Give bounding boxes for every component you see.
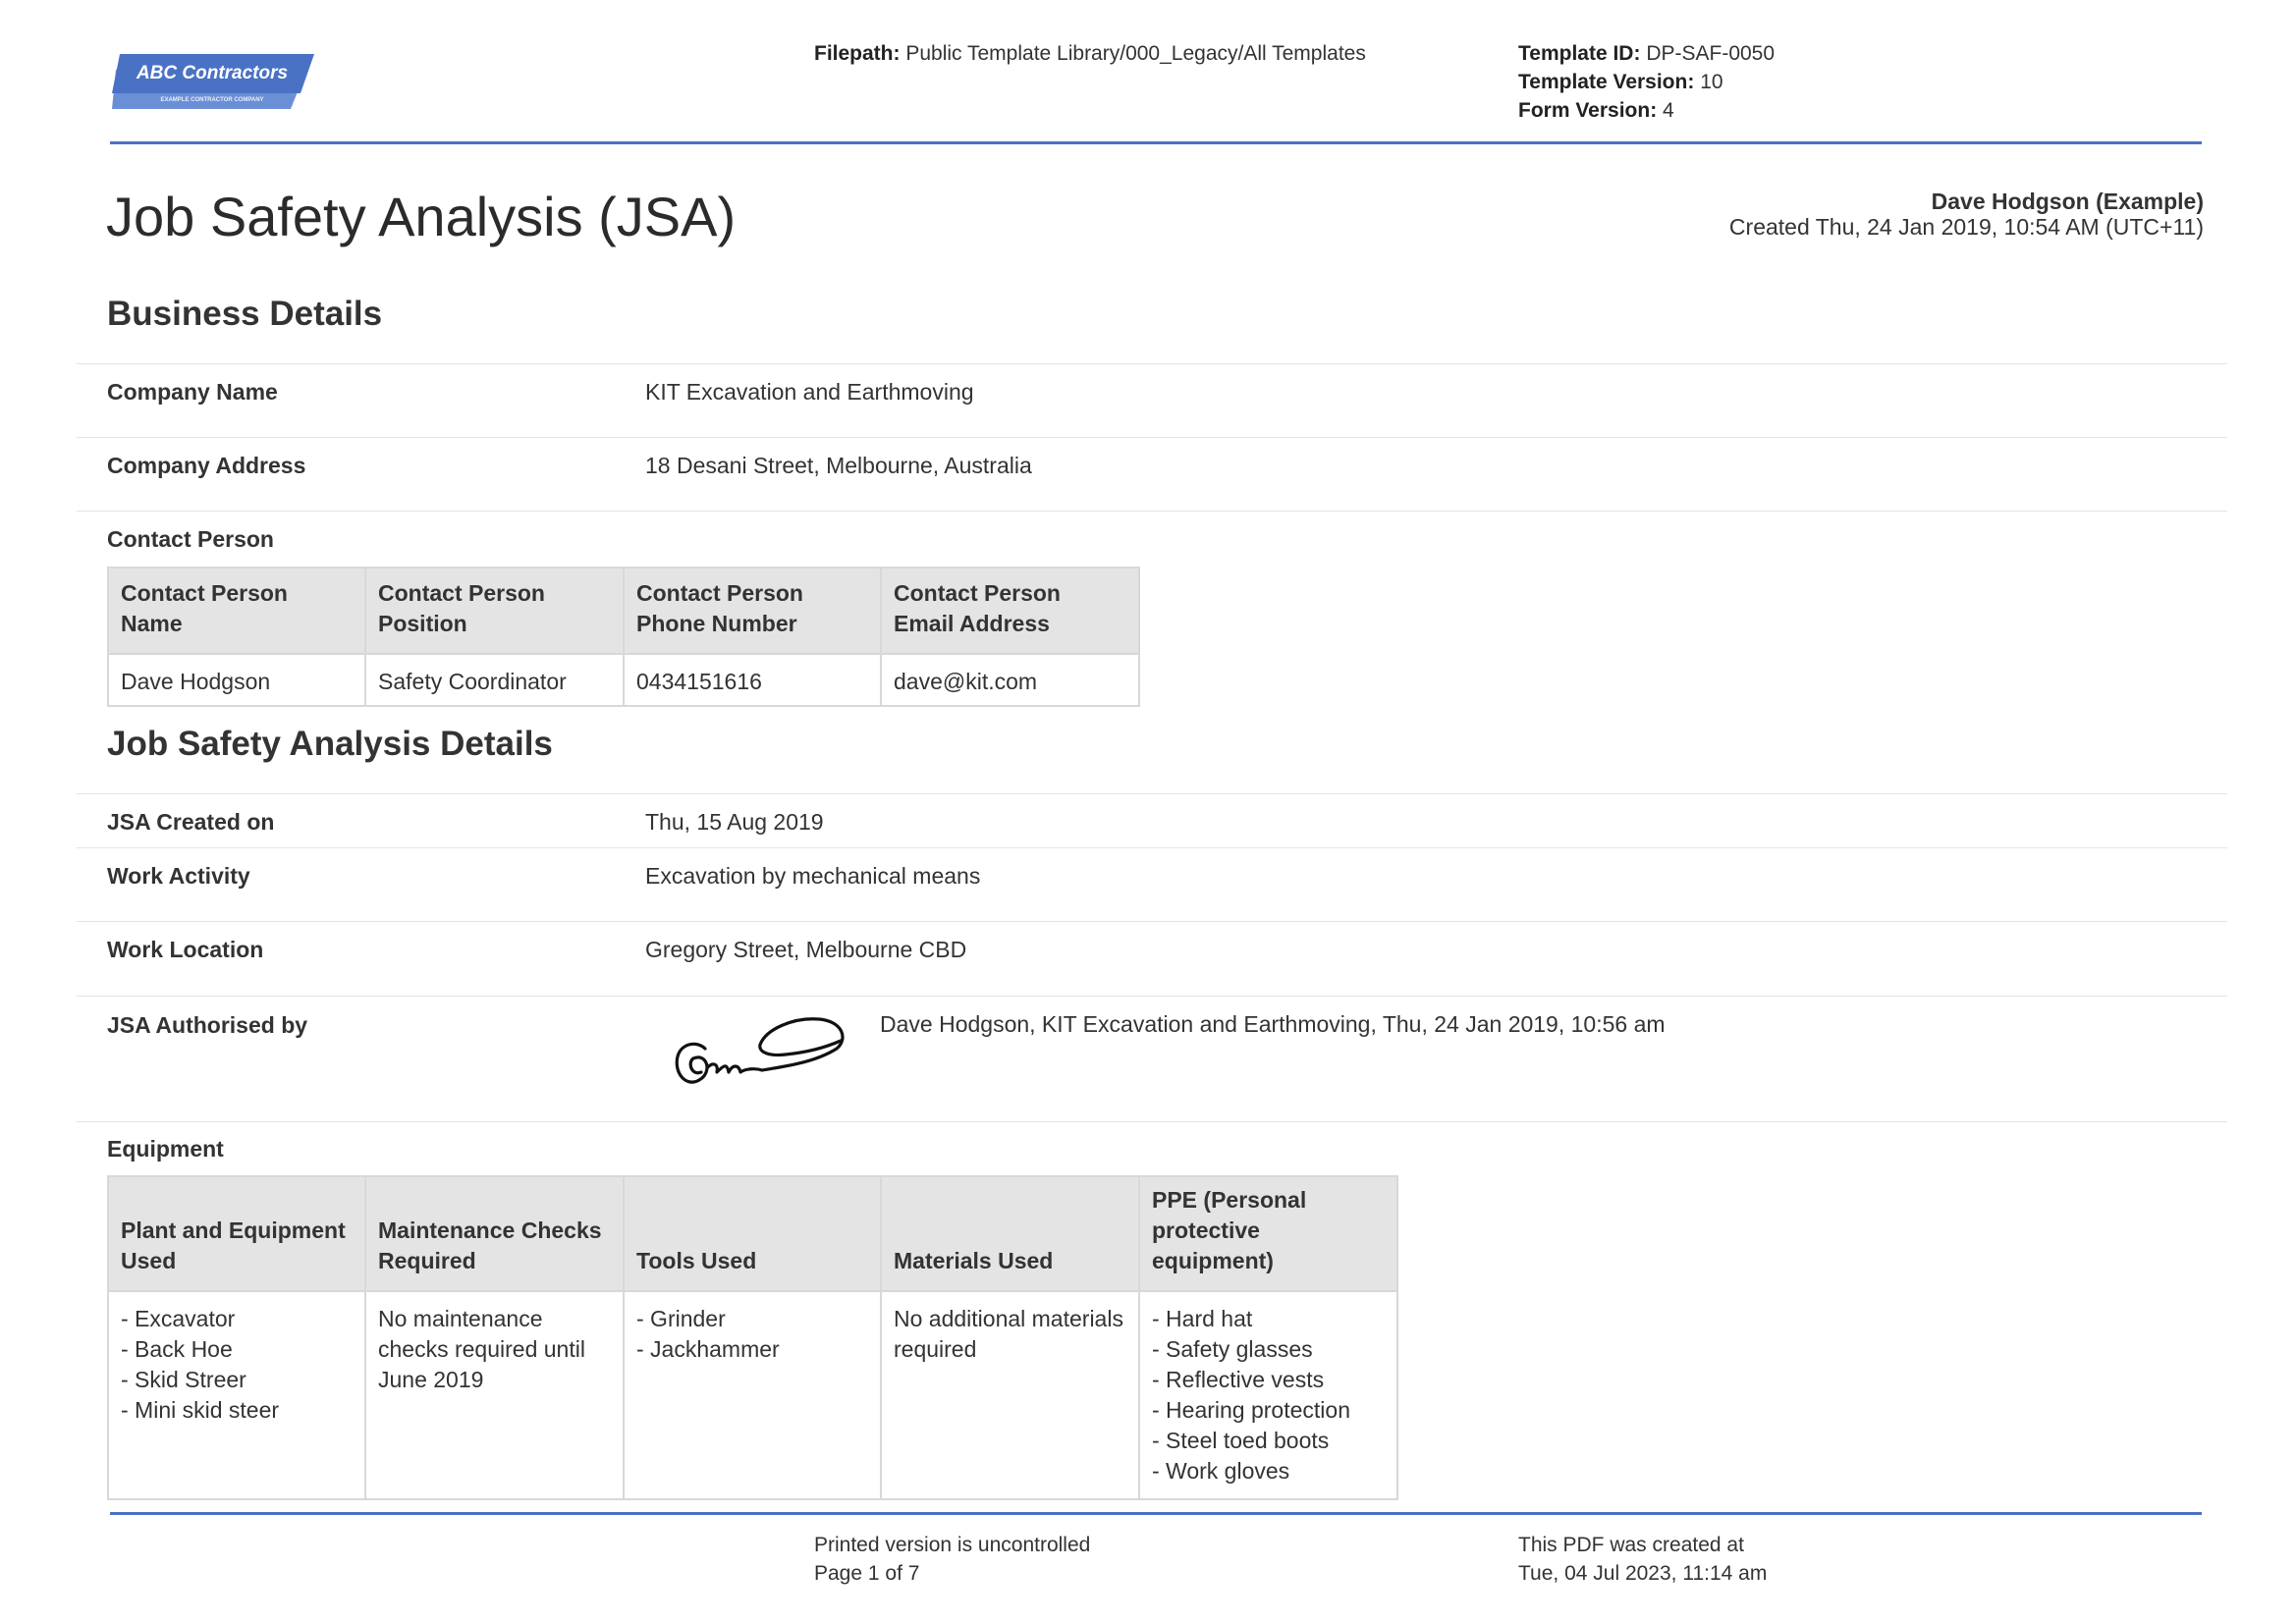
- list-item: - Back Hoe: [121, 1336, 233, 1362]
- row-divider: [77, 437, 2227, 438]
- list-item: - Jackhammer: [636, 1336, 780, 1362]
- work-location-label: Work Location: [107, 937, 264, 962]
- list-item: - Skid Streer: [121, 1367, 246, 1392]
- created-timestamp: Created Thu, 24 Jan 2019, 10:54 AM (UTC+11): [1728, 214, 2204, 240]
- signature-image: [668, 1011, 864, 1092]
- footer-pdf-info: [1518, 1531, 1767, 1588]
- table-header-row: [108, 1176, 1397, 1291]
- jsa-created-on-label: JSA Created on: [107, 809, 275, 835]
- plant-equipment-cell: [108, 1291, 365, 1499]
- company-address-label: Company Address: [107, 453, 306, 478]
- column-header: Contact Person Name: [108, 568, 365, 654]
- list-item: No maintenance checks required until June 2019: [378, 1306, 585, 1392]
- column-header: Materials Used: [881, 1176, 1139, 1291]
- uncontrolled-notice: Printed version is uncontrolled: [814, 1534, 1091, 1556]
- form-version-value: 4: [1663, 99, 1674, 122]
- pdf-created-value: Tue, 04 Jul 2023, 11:14 am: [1518, 1562, 1768, 1585]
- filepath: [814, 39, 1366, 68]
- template-id: [1518, 39, 1775, 68]
- template-version: [1518, 68, 1775, 96]
- contact-person-label: Contact Person: [107, 526, 274, 552]
- row-divider: [77, 996, 2227, 997]
- list-item: - Hearing protection: [1152, 1397, 1350, 1423]
- maintenance-checks-cell: [365, 1291, 624, 1499]
- list-item: - Steel toed boots: [1152, 1428, 1330, 1453]
- template-version-value: 10: [1700, 71, 1723, 93]
- company-address-value: 18 Desani Street, Melbourne, Australia: [645, 453, 1032, 478]
- work-activity-label: Work Activity: [107, 863, 250, 889]
- form-version-label: Form Version:: [1518, 99, 1658, 122]
- list-item: - Mini skid steer: [121, 1397, 280, 1423]
- column-header: Maintenance Checks Required: [365, 1176, 624, 1291]
- work-activity-value: Excavation by mechanical means: [645, 863, 981, 889]
- tools-used-cell: [624, 1291, 881, 1499]
- business-details-heading: Business Details: [107, 295, 383, 333]
- row-divider: [77, 363, 2227, 364]
- table-row: [108, 1291, 1397, 1499]
- list-item: - Excavator: [121, 1306, 236, 1331]
- row-divider: [77, 1121, 2227, 1122]
- contact-name-cell: Dave Hodgson: [108, 654, 365, 706]
- column-header: Contact Person Email Address: [881, 568, 1139, 654]
- table-header-row: [108, 568, 1139, 654]
- work-location-value: Gregory Street, Melbourne CBD: [645, 937, 967, 962]
- row-divider: [77, 847, 2227, 848]
- materials-used-cell: [881, 1291, 1139, 1499]
- template-id-label: Template ID:: [1518, 42, 1641, 65]
- contact-email-cell: dave@kit.com: [881, 654, 1139, 706]
- jsa-details-heading: Job Safety Analysis Details: [107, 725, 553, 763]
- authorised-by-value: Dave Hodgson, KIT Excavation and Earthmoving, Thu, 24 Jan 2019, 10:56 am: [880, 1011, 1666, 1037]
- column-header: Tools Used: [624, 1176, 881, 1291]
- page-number: Page 1 of 7: [814, 1562, 920, 1585]
- list-item: - Reflective vests: [1152, 1367, 1325, 1392]
- pdf-created-label: This PDF was created at: [1518, 1534, 1744, 1556]
- table-row: [108, 654, 1139, 706]
- contact-phone-cell: 0434151616: [624, 654, 881, 706]
- filepath-value: Public Template Library/000_Legacy/All Templates: [905, 42, 1366, 65]
- filepath-label: Filepath:: [814, 42, 901, 65]
- company-name-value: KIT Excavation and Earthmoving: [645, 379, 974, 405]
- jsa-authorised-by-label: JSA Authorised by: [107, 1012, 308, 1038]
- contact-position-cell: Safety Coordinator: [365, 654, 624, 706]
- ppe-cell: [1139, 1291, 1397, 1499]
- list-item: - Grinder: [636, 1306, 726, 1331]
- list-item: - Safety glasses: [1152, 1336, 1313, 1362]
- equipment-label: Equipment: [107, 1136, 224, 1162]
- author-block: [1729, 189, 2204, 240]
- template-id-value: DP-SAF-0050: [1646, 42, 1776, 65]
- company-name-label: Company Name: [107, 379, 278, 405]
- column-header: PPE (Personal protective equipment): [1139, 1176, 1397, 1291]
- jsa-created-on-value: Thu, 15 Aug 2019: [645, 809, 824, 835]
- page-title: Job Safety Analysis (JSA): [106, 186, 737, 247]
- header-divider: [110, 141, 2202, 144]
- footer-print-info: [814, 1531, 1090, 1588]
- svg-text:ABC Contractors: ABC Contractors: [136, 63, 289, 83]
- list-item: - Hard hat: [1152, 1306, 1253, 1331]
- column-header: Plant and Equipment Used: [108, 1176, 365, 1291]
- template-meta: [1518, 39, 1775, 125]
- equipment-table: [107, 1175, 1398, 1500]
- list-item: - Work gloves: [1152, 1458, 1290, 1484]
- footer-divider: [110, 1512, 2202, 1515]
- contact-person-table: [107, 567, 1140, 707]
- row-divider: [77, 511, 2227, 512]
- template-version-label: Template Version:: [1518, 71, 1695, 93]
- column-header: Contact Person Position: [365, 568, 624, 654]
- author-name: Dave Hodgson (Example): [1931, 189, 2204, 214]
- column-header: Contact Person Phone Number: [624, 568, 881, 654]
- row-divider: [77, 921, 2227, 922]
- row-divider: [77, 793, 2227, 794]
- list-item: No additional materials required: [894, 1306, 1123, 1362]
- abc-contractors-logo: [110, 54, 316, 109]
- svg-text:EXAMPLE CONTRACTOR COMPANY: EXAMPLE CONTRACTOR COMPANY: [160, 97, 264, 103]
- form-version: [1518, 96, 1775, 125]
